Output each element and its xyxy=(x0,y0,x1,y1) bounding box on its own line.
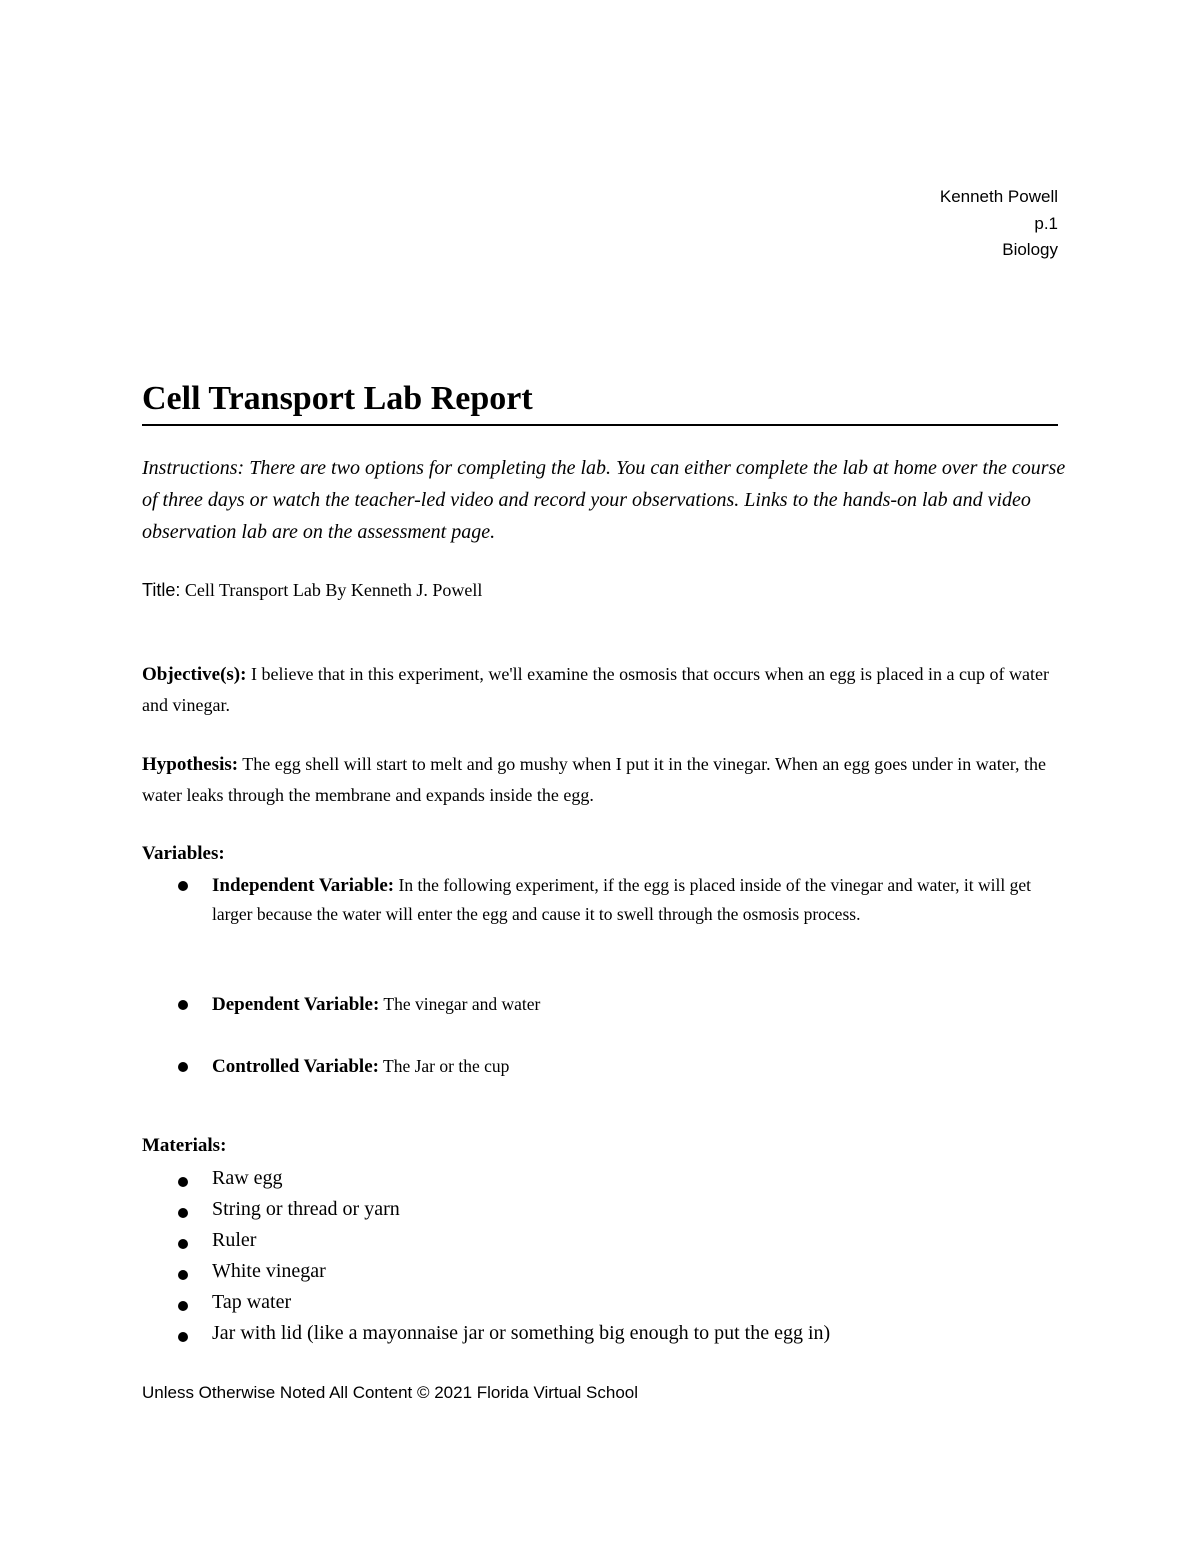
bullet-icon xyxy=(178,1270,188,1280)
variable-text: In the following experiment, if the egg is placed inside of the vinegar and water, it will get larger because the water will enter the egg and cause it to swell through the osmosis process. xyxy=(212,875,1032,924)
page-title: Cell Transport Lab Report xyxy=(142,380,533,417)
bullet-icon xyxy=(178,1208,188,1218)
title-divider xyxy=(142,424,1058,426)
lab-title-line xyxy=(142,580,482,601)
material-item: Jar with lid (like a mayonnaise jar or something big enough to put the egg in) xyxy=(212,1322,831,1344)
copyright-footer: Unless Otherwise Noted All Content © 2021 Florida Virtual School xyxy=(142,1383,639,1402)
student-name: Kenneth Powell xyxy=(939,187,1058,206)
variable-item-independent xyxy=(212,871,1062,929)
bullet-icon xyxy=(178,1239,188,1249)
bullet-icon xyxy=(178,1332,188,1342)
bullet-icon xyxy=(178,1062,188,1072)
objective-label: Objective(s): xyxy=(142,664,247,685)
objective-text: I believe that in this experiment, we'll examine the osmosis that occurs when an egg is placed in a cup of water and vinegar. xyxy=(142,664,1049,715)
bullet-icon xyxy=(178,1000,188,1010)
materials-heading: Materials: xyxy=(142,1135,227,1156)
bullet-icon xyxy=(178,1301,188,1311)
material-item: String or thread or yarn xyxy=(212,1198,400,1220)
material-item: Ruler xyxy=(212,1229,257,1251)
variable-text: The vinegar and water xyxy=(379,994,541,1014)
material-item: White vinegar xyxy=(212,1260,326,1282)
lab-title-label: Title: xyxy=(142,580,181,600)
variable-label: Independent Variable: xyxy=(212,875,395,896)
student-info xyxy=(940,184,1058,264)
subject: Biology xyxy=(1002,240,1058,259)
hypothesis-text: The egg shell will start to melt and go mushy when I put it in the vinegar. When an egg goes under in water, the water leaks through the membrane and expands inside the egg. xyxy=(142,754,1047,805)
material-item: Raw egg xyxy=(212,1167,283,1189)
class-period: p.1 xyxy=(1034,213,1058,233)
variable-item-controlled xyxy=(212,1052,1062,1081)
variable-label: Dependent Variable: xyxy=(212,994,380,1015)
lab-title-value: Cell Transport Lab By Kenneth J. Powell xyxy=(180,580,483,600)
hypothesis-section xyxy=(142,749,1058,810)
bullet-icon xyxy=(178,1177,188,1187)
hypothesis-label: Hypothesis: xyxy=(142,754,239,775)
instructions: Instructions: There are two options for completing the lab. You can either complete the lab at home over the course of three days or watch the teacher-led video and record your observations. Links to the hands-on lab and video observation lab are on the assessment page. xyxy=(142,457,1066,543)
objective-section xyxy=(142,659,1058,720)
variable-label: Controlled Variable: xyxy=(212,1056,379,1077)
variable-text: The Jar or the cup xyxy=(378,1056,510,1076)
variables-heading: Variables: xyxy=(142,843,225,864)
variable-item-dependent xyxy=(212,990,1062,1019)
bullet-icon xyxy=(178,881,188,891)
material-item: Tap water xyxy=(212,1291,292,1313)
